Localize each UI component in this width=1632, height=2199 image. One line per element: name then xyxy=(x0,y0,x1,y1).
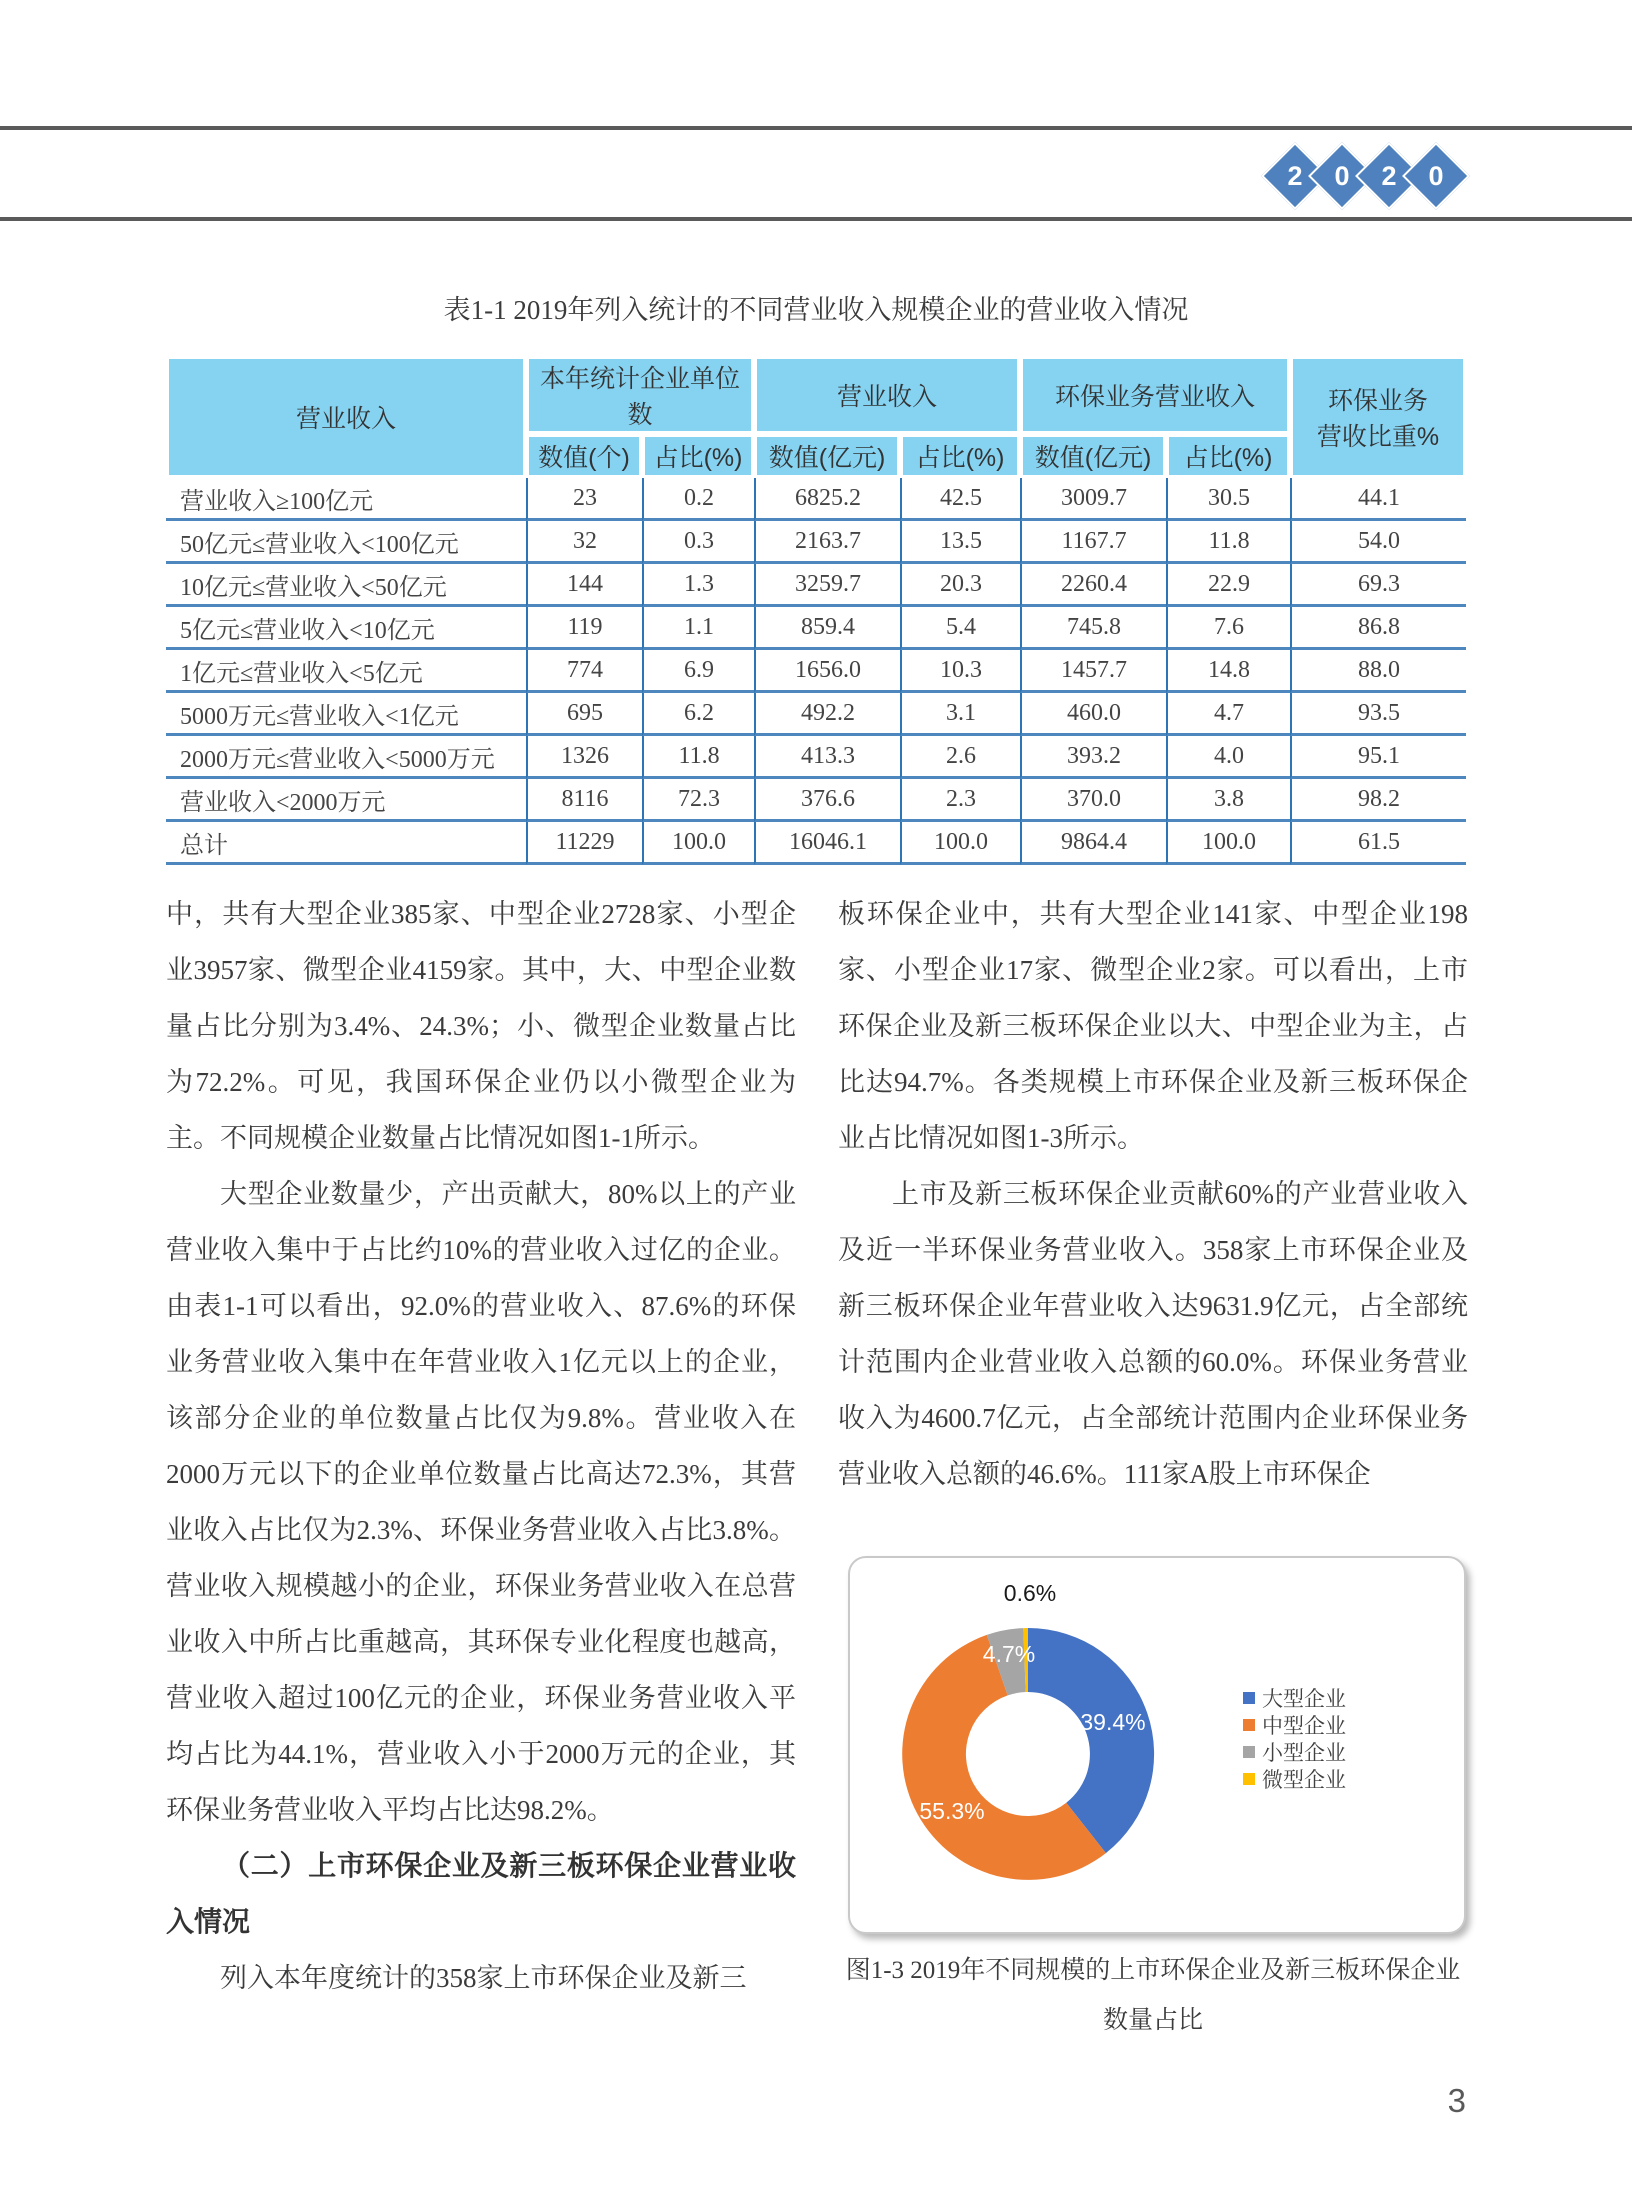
table-cell: 460.0 xyxy=(1020,693,1166,736)
col-header-revenue-group: 营业收入 xyxy=(754,356,1020,434)
table-cell: 95.1 xyxy=(1290,736,1466,779)
table-cell: 0.2 xyxy=(642,478,754,521)
row-label-cell: 5000万元≤营业收入<1亿元 xyxy=(166,693,526,736)
header-rule-top xyxy=(0,126,1632,130)
left-column xyxy=(166,886,796,2006)
table-cell: 22.9 xyxy=(1166,564,1290,607)
figure-caption-line1: 图1-3 2019年不同规模的上市环保企业及新三板环保企业 xyxy=(845,1957,1461,1984)
table-title: 表1-1 2019年列入统计的不同营业收入规模企业的营业收入情况 xyxy=(443,295,1189,325)
logo-digit: 0 xyxy=(1428,160,1444,191)
table-cell: 376.6 xyxy=(754,779,900,822)
table-cell: 93.5 xyxy=(1290,693,1466,736)
right-column xyxy=(838,886,1468,1502)
chart-legend xyxy=(1243,1684,1346,1792)
table-cell: 86.8 xyxy=(1290,607,1466,650)
slice-label-micro: 0.6% xyxy=(1003,1580,1057,1606)
paragraph: 上市及新三板环保企业贡献60%的产业营业收入及近一半环保业务营业收入。358家上市环保企业及新三板环保企业年营业收入达9631.9亿元，占全部统计范围内企业营业收入总额的60.0%。环保业务营业收入为4600.7亿元，占全部统计范围内企业环保业务营业收入总额的46.6%。111家A股上市环保企 xyxy=(838,1179,1468,1489)
table-body xyxy=(166,478,1466,865)
year-2020-logo xyxy=(1262,141,1468,209)
legend-item xyxy=(1243,1684,1346,1711)
row-label-cell: 总计 xyxy=(166,822,526,865)
table-cell: 100.0 xyxy=(900,822,1020,865)
table-cell: 413.3 xyxy=(754,736,900,779)
sub-header-pct: 占比(%) xyxy=(642,434,754,478)
table-cell: 492.2 xyxy=(754,693,900,736)
table-cell: 11.8 xyxy=(1166,521,1290,564)
table-cell: 1.3 xyxy=(642,564,754,607)
col-header-env-ratio xyxy=(1290,356,1466,478)
table-cell: 2260.4 xyxy=(1020,564,1166,607)
table-cell: 144 xyxy=(526,564,642,607)
row-label-cell: 50亿元≤营业收入<100亿元 xyxy=(166,521,526,564)
paragraph: 列入本年度统计的358家上市环保企业及新三 xyxy=(220,1963,747,1993)
table-cell: 774 xyxy=(526,650,642,693)
table-cell: 14.8 xyxy=(1166,650,1290,693)
table-cell: 4.0 xyxy=(1166,736,1290,779)
env-ratio-line1: 环保业务 xyxy=(1328,387,1429,415)
table-cell: 30.5 xyxy=(1166,478,1290,521)
table-cell: 6825.2 xyxy=(754,478,900,521)
table-row xyxy=(166,478,1466,521)
sub-header-pct: 占比(%) xyxy=(1166,434,1290,478)
table-cell: 0.3 xyxy=(642,521,754,564)
table-cell: 3009.7 xyxy=(1020,478,1166,521)
logo-digit: 0 xyxy=(1334,160,1350,191)
table-cell: 44.1 xyxy=(1290,478,1466,521)
table-cell: 7.6 xyxy=(1166,607,1290,650)
table-row xyxy=(166,779,1466,822)
table-cell: 20.3 xyxy=(900,564,1020,607)
col-header-revenue: 营业收入 xyxy=(166,356,526,478)
table-cell: 100.0 xyxy=(642,822,754,865)
paragraph: 大型企业数量少，产出贡献大，80%以上的产业营业收入集中于占比约10%的营业收入过亿的企业。由表1-1可以看出，92.0%的营业收入、87.6%的环保业务营业收入集中在年营业收入1亿元以上的企业，该部分企业的单位数量占比仅为9.8%。营业收入在2000万元以下的企业单位数量占比高达72.3%，其营业收入占比仅为2.3%、环保业务营业收入占比3.8%。营业收入规模越小的企业，环保业务营业收入在总营业收入中所占比重越高，其环保专业化程度也越高，营业收入超过100亿元的企业，环保业务营业收入平均占比为44.1%，营业收入小于2000万元的企业，其环保业务营业收入平均占比达98.2%。 xyxy=(166,1179,796,1825)
donut-chart xyxy=(850,1558,1464,1932)
table-cell: 3.1 xyxy=(900,693,1020,736)
table-cell: 32 xyxy=(526,521,642,564)
table-cell: 13.5 xyxy=(900,521,1020,564)
logo-digit: 2 xyxy=(1381,160,1397,191)
table-row xyxy=(166,693,1466,736)
table-row xyxy=(166,736,1466,779)
table-cell: 98.2 xyxy=(1290,779,1466,822)
legend-label: 大型企业 xyxy=(1262,1686,1346,1711)
table-cell: 3.8 xyxy=(1166,779,1290,822)
table-cell: 23 xyxy=(526,478,642,521)
table-cell: 4.7 xyxy=(1166,693,1290,736)
table-cell: 100.0 xyxy=(1166,822,1290,865)
table-cell: 11.8 xyxy=(642,736,754,779)
table-header xyxy=(166,356,1466,478)
legend-item xyxy=(1243,1738,1346,1765)
section-heading: （二）上市环保企业及新三板环保企业营业收入情况 xyxy=(166,1850,796,1937)
table-cell: 695 xyxy=(526,693,642,736)
slice-label-large: 39.4% xyxy=(1080,1709,1146,1735)
sub-header-count: 数值(个) xyxy=(526,434,642,478)
table-cell: 16046.1 xyxy=(754,822,900,865)
legend-swatch-medium xyxy=(1243,1719,1255,1731)
table-cell: 1656.0 xyxy=(754,650,900,693)
table-cell: 1.1 xyxy=(642,607,754,650)
header-rule-bottom xyxy=(0,217,1632,221)
figure-caption-line2: 数量占比 xyxy=(1102,2007,1203,2034)
row-label-cell: 2000万元≤营业收入<5000万元 xyxy=(166,736,526,779)
sub-header-value: 数值(亿元) xyxy=(1020,434,1166,478)
legend-label: 微型企业 xyxy=(1262,1767,1346,1792)
sub-header-value: 数值(亿元) xyxy=(754,434,900,478)
table-cell: 370.0 xyxy=(1020,779,1166,822)
legend-item xyxy=(1243,1711,1346,1738)
row-label-cell: 1亿元≤营业收入<5亿元 xyxy=(166,650,526,693)
table-cell: 6.9 xyxy=(642,650,754,693)
table-cell: 1167.7 xyxy=(1020,521,1166,564)
table-cell: 61.5 xyxy=(1290,822,1466,865)
row-label-cell: 营业收入≥100亿元 xyxy=(166,478,526,521)
table-cell: 42.5 xyxy=(900,478,1020,521)
table-cell: 88.0 xyxy=(1290,650,1466,693)
row-label-cell: 10亿元≤营业收入<50亿元 xyxy=(166,564,526,607)
col-header-env-group: 环保业务营业收入 xyxy=(1020,356,1290,434)
slice-label-medium: 55.3% xyxy=(919,1798,985,1824)
table-cell: 1457.7 xyxy=(1020,650,1166,693)
paragraph: 板环保企业中，共有大型企业141家、中型企业198家、小型企业17家、微型企业2家。可以看出，上市环保企业及新三板环保企业以大、中型企业为主，占比达94.7%。各类规模上市环保企业及新三板环保企业占比情况如图1-3所示。 xyxy=(838,899,1468,1153)
chart-card xyxy=(848,1556,1466,1934)
legend-item xyxy=(1243,1765,1346,1792)
table-cell: 5.4 xyxy=(900,607,1020,650)
table-cell: 6.2 xyxy=(642,693,754,736)
slice-label-small: 4.7% xyxy=(982,1641,1036,1667)
table-row xyxy=(166,607,1466,650)
table-cell: 3259.7 xyxy=(754,564,900,607)
env-ratio-line2: 营收比重% xyxy=(1316,423,1440,451)
legend-label: 小型企业 xyxy=(1262,1740,1346,1765)
table-cell: 9864.4 xyxy=(1020,822,1166,865)
figure-caption xyxy=(838,1946,1468,2046)
table-cell: 69.3 xyxy=(1290,564,1466,607)
legend-label: 中型企业 xyxy=(1262,1713,1346,1738)
table-cell: 2.6 xyxy=(900,736,1020,779)
table-cell: 54.0 xyxy=(1290,521,1466,564)
table-row xyxy=(166,564,1466,607)
col-header-units-group: 本年统计企业单位数 xyxy=(526,356,754,434)
table-cell: 10.3 xyxy=(900,650,1020,693)
table-row xyxy=(166,650,1466,693)
table-cell: 393.2 xyxy=(1020,736,1166,779)
row-label-cell: 5亿元≤营业收入<10亿元 xyxy=(166,607,526,650)
paragraph: 中，共有大型企业385家、中型企业2728家、小型企业3957家、微型企业4159家。其中，大、中型企业数量占比分别为3.4%、24.3%；小、微型企业数量占比为72.2%。可见，我国环保企业仍以小微型企业为主。不同规模企业数量占比情况如图1-1所示。 xyxy=(166,899,796,1153)
legend-swatch-large xyxy=(1243,1692,1255,1704)
table-cell: 8116 xyxy=(526,779,642,822)
logo-diamond xyxy=(1402,142,1470,210)
table-row xyxy=(166,822,1466,865)
table-cell: 2.3 xyxy=(900,779,1020,822)
legend-swatch-micro xyxy=(1243,1773,1255,1785)
sub-header-pct: 占比(%) xyxy=(900,434,1020,478)
table-row xyxy=(166,521,1466,564)
logo-digit: 2 xyxy=(1287,160,1303,191)
page-number: 3 xyxy=(1447,2082,1466,2119)
table-cell: 119 xyxy=(526,607,642,650)
table-cell: 72.3 xyxy=(642,779,754,822)
table-cell: 745.8 xyxy=(1020,607,1166,650)
table-cell: 1326 xyxy=(526,736,642,779)
table-cell: 11229 xyxy=(526,822,642,865)
row-label-cell: 营业收入<2000万元 xyxy=(166,779,526,822)
table-cell: 2163.7 xyxy=(754,521,900,564)
table-cell: 859.4 xyxy=(754,607,900,650)
revenue-table xyxy=(166,356,1466,865)
legend-swatch-small xyxy=(1243,1746,1255,1758)
